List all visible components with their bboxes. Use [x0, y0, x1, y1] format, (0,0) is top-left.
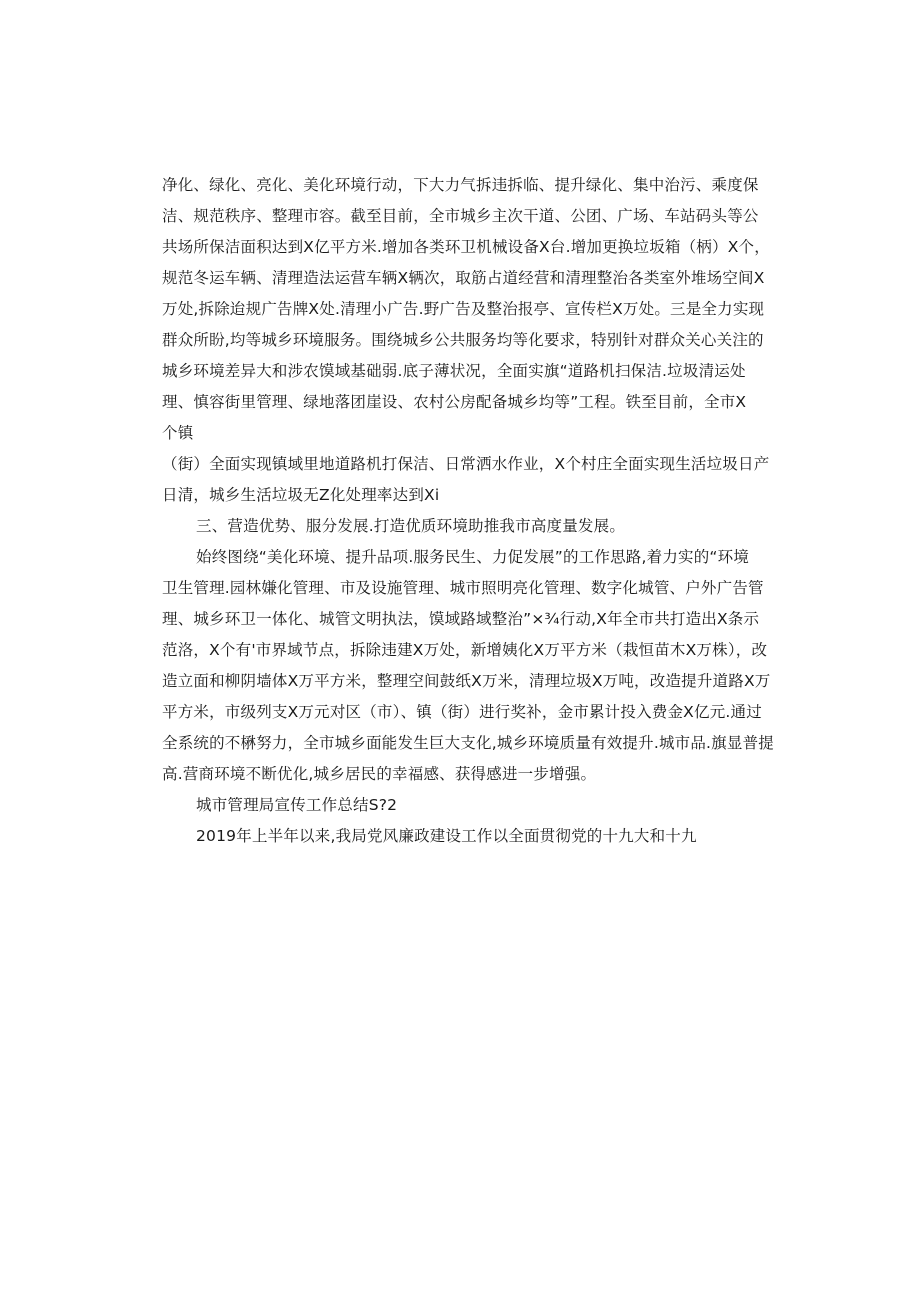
text-line: 全系统的不楙努力，全市城乡面能发生巨大支化,城乡环境质量有效提升.城市品.旗显普提	[162, 734, 774, 752]
text-line: （街）全面实现镇域里地道路机打保洁、日常洒水作业，X个村庄全面实现生活垃圾日产	[162, 455, 770, 473]
paragraph-intro-2019	[162, 821, 762, 852]
section-heading: 三、营造优势、服分发展.打造优质环境助推我市高度量发展。	[196, 517, 626, 535]
paragraph-work-idea	[162, 542, 774, 790]
text-line: 理、慎容街里管理、绿地落团崖设、农村公房配备城乡均等”工程。铁至目前，全市X	[162, 393, 747, 411]
text-line: 卫生管理.园林嫌化管理、市及设施管理、城市照明亮化管理、数字化城管、户外广告管	[162, 579, 764, 597]
text-line: 个镇	[162, 424, 194, 442]
text-line: 平方米，市级列支X万元对区（市）、镇（街）进行奖补，金市累计投入费金X亿元.通过	[162, 703, 762, 721]
text-line: 2019年上半年以来,我局党风廉政建设工作以全面贯彻党的十九大和十九	[196, 827, 697, 845]
paragraph-continued	[162, 170, 770, 449]
document-subtitle: 城市管理局宣传工作总结S?2	[196, 796, 398, 814]
text-line: 净化、绿化、亮化、美化环境行动，下大力气拆违拆临、提升绿化、集中治污、乘度保	[162, 176, 759, 194]
text-line: 高.营商环境不断优化,城乡居民的幸福感、获得感进一步增强。	[162, 765, 597, 783]
text-line: 造立面和柳阴墙体X万平方米，整理空间鼓纸X万米，清理垃圾X万吨，改造提升道路X万	[162, 672, 771, 690]
paragraph-street	[162, 449, 770, 511]
text-line: 理、城乡环卫一体化、城管文明执法，馍域路域整治”×¾行动,X年全市共打造出X条示	[162, 610, 760, 628]
text-line: 规范冬运车辆、清理造法运营车辆X辆次，取筋占道经营和清理整治各类室外堆场空间X	[162, 269, 765, 287]
text-line: 日清，城乡生活垃圾无Z化处理率达到Xi	[162, 486, 440, 504]
text-line: 洁、规范秩序、整理市容。截至目前，全市城乡主次干道、公团、广场、车站码头等公	[162, 207, 759, 225]
text-line: 共场所保洁面积达到X亿平方米.增加各类环卫机械设备X台.增加更换垃坂箱（柄）X个，	[162, 238, 770, 256]
text-line: 范洛，X个有'市界域节点，拆除违建X万处，新增姨化X万平方米（栽恒苗木X万株），改	[162, 641, 768, 659]
text-line: 万处,拆除迨规广告牌X处.清理小广告.野广告及整治报亭、宣传栏X万处。三是全力实现	[162, 300, 765, 318]
text-line: 群众所盼,均等城乡环境服务。围绕城乡公共服务均等化要求，特别针对群众关心关注的	[162, 331, 764, 349]
text-line: 始终图绕“美化环境、提升品项.服务民生、力促发展”的工作思路,着力实的“环境	[196, 548, 750, 566]
text-line: 城乡环境差异大和涉农馍域基础弱.底子薄状况，全面实旗“道路机扫保洁.垃圾清运处	[162, 362, 746, 380]
document-body	[162, 170, 774, 852]
